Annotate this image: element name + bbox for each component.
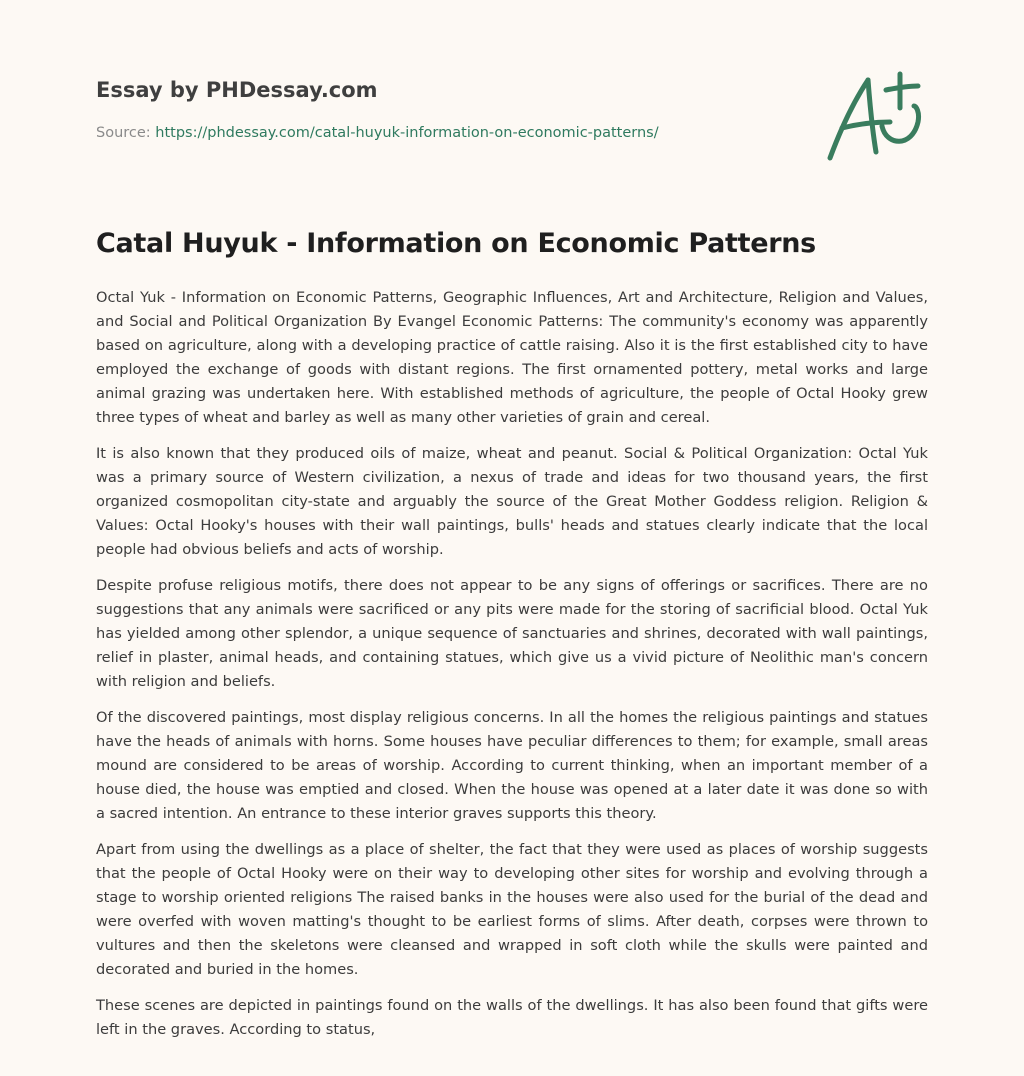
source-label: Source: xyxy=(96,125,151,141)
essay-paragraph: Of the discovered paintings, most display religious concerns. In all the homes the religious paintings and statues have the heads of animals with horns. Some houses have peculiar differences to them; for example, small areas mound are considered to be areas of worship. According to current thinking, when an important member of a house died, the house was emptied and closed. When the house was opened at a later date it was done so with a sacred intention. An entrance to these interior graves supports this theory. xyxy=(96,709,928,822)
essay-paragraph: It is also known that they produced oils of maize, wheat and peanut. Social & Political Organization: Octal Yuk was a primary source of Western civilization, a nexus of trade and ideas for two thousand years, the first organized cosmopolitan city-state and arguably the source of the Great Mother Goddess religion. Religion & Values: Octal Hooky's houses with their wall paintings, bulls' heads and statues clearly indicate that the local people had obvious beliefs and acts of worship. xyxy=(96,445,928,558)
source-link[interactable]: https://phdessay.com/catal-huyuk-information-on-economic-patterns/ xyxy=(155,125,659,141)
source-line xyxy=(96,123,796,143)
essay-paragraph: These scenes are depicted in paintings found on the walls of the dwellings. It has also been found that gifts were left in the graves. According to status, xyxy=(96,997,928,1038)
a-plus-logo-svg xyxy=(820,66,930,166)
header xyxy=(96,76,796,143)
essay-paragraph: Octal Yuk - Information on Economic Patterns, Geographic Influences, Art and Architecture, Religion and Values, and Social and Political Organization By Evangel Economic Patterns: The community's economy was apparently based on agriculture, along with a developing practice of cattle raising. Also it is the first established city to have employed the exchange of goods with distant regions. The first ornamented pottery, metal works and large animal grazing was undertaken here. With established methods of agriculture, the people of Octal Hooky grew three types of wheat and barley as well as many other varieties of grain and cereal. xyxy=(96,289,928,426)
document-title: Catal Huyuk - Information on Economic Patterns xyxy=(96,228,816,259)
essay-paragraph: Apart from using the dwellings as a place of shelter, the fact that they were used as places of worship suggests that the people of Octal Hooky were on their way to developing other sites for worship and evolving through a stage to worship oriented religions The raised banks in the houses were also used for the burial of the dead and were overfed with woven matting's thought to be earliest forms of slims. After death, corpses were thrown to vultures and then the skeletons were cleansed and wrapped in soft cloth while the skulls were painted and decorated and buried in the homes. xyxy=(96,841,928,978)
essay-paragraph: Despite profuse religious motifs, there does not appear to be any signs of offerings or sacrifices. There are no suggestions that any animals were sacrificed or any pits were made for the storing of sacrificial blood. Octal Yuk has yielded among other splendor, a unique sequence of sanctuaries and shrines, decorated with wall paintings, relief in plaster, animal heads, and containing statues, which give us a vivid picture of Neolithic man's concern with religion and beliefs. xyxy=(96,577,928,690)
site-title: Essay by PHDessay.com xyxy=(96,78,378,102)
a-plus-grade-icon xyxy=(820,66,930,166)
essay-body xyxy=(96,286,928,1054)
